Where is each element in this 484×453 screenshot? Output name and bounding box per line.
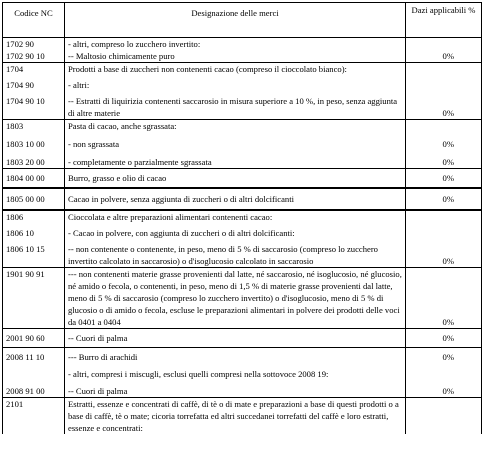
cn-code: 1803 — [3, 120, 65, 133]
table-row — [3, 120, 482, 133]
goods-description: -- Maltosio chimicamente puro — [65, 50, 406, 63]
header-row — [3, 3, 482, 38]
cn-code: 1804 00 00 — [3, 169, 65, 189]
goods-description: Prodotti a base di zuccheri non contenenti cacao (compreso il cioccolato bianco): — [65, 63, 406, 76]
goods-description: Pasta di cacao, anche sgrassata: — [65, 120, 406, 133]
duty-rate: 0% — [406, 91, 482, 120]
table-row — [3, 348, 482, 364]
duty-rate: 0% — [406, 329, 482, 348]
table-row — [3, 210, 482, 223]
cn-code: 2008 91 00 — [3, 380, 65, 398]
duty-rate — [406, 223, 482, 239]
cn-code: 1806 10 — [3, 223, 65, 239]
table-row — [3, 63, 482, 76]
goods-description: --- non contenenti materie grasse provenienti dal latte, né saccarosio, né isoglucosio, né glucosio, né amido o fecola, o contenenti, in peso, meno di 1,5 % di materie grasse provenienti dal latte, meno di 5 % di saccarosio (compreso lo zucchero invertito) o d'isoglucosio, meno di 5 % di glucosio o di amido o fecola, escluse le preparazioni alimentari in polvere dei prodotti delle voci da 0401 a 0404 — [65, 268, 406, 329]
goods-description: - altri, compreso lo zucchero invertito: — [65, 38, 406, 51]
header-code: Codice NC — [3, 3, 65, 38]
duty-rate: 0% — [406, 268, 482, 329]
cn-code: 2001 90 60 — [3, 329, 65, 348]
table-row — [3, 150, 482, 169]
cn-code: 2101 — [3, 398, 65, 435]
duty-rate — [406, 210, 482, 223]
goods-description: Burro, grasso e olio di cacao — [65, 169, 406, 189]
cn-code: 1806 10 15 — [3, 239, 65, 268]
duty-rate — [406, 38, 482, 51]
table-row — [3, 169, 482, 189]
cn-code: 1901 90 91 — [3, 268, 65, 329]
duty-rate — [406, 75, 482, 91]
cn-code: 1805 00 00 — [3, 188, 65, 210]
goods-description: -- Estratti di liquirizia contenenti saccarosio in misura superiore a 10 %, in peso, senza aggiunta di altre materie — [65, 91, 406, 120]
table-row — [3, 223, 482, 239]
goods-description: -- Cuori di palma — [65, 329, 406, 348]
goods-description: - altri: — [65, 75, 406, 91]
duty-rate: 0% — [406, 132, 482, 150]
goods-description: - completamente o parzialmente sgrassata — [65, 150, 406, 169]
duty-rate — [406, 363, 482, 380]
goods-description: -- non contenente o contenente, in peso, meno di 5 % di saccarosio (compreso lo zucchero invertito calcolato in saccarosio) o d'isoglucosio calcolato in saccarosio — [65, 239, 406, 268]
cn-code: 1704 90 10 — [3, 91, 65, 120]
duty-rate — [406, 63, 482, 76]
goods-description: Cioccolata e altre preparazioni alimentari contenenti cacao: — [65, 210, 406, 223]
cn-code: 1702 90 10 — [3, 50, 65, 63]
goods-description: - Cacao in polvere, con aggiunta di zuccheri o di altri dolcificanti: — [65, 223, 406, 239]
duty-rate: 0% — [406, 380, 482, 398]
goods-description: - non sgrassata — [65, 132, 406, 150]
table-row — [3, 398, 482, 435]
table-row — [3, 268, 482, 329]
cn-code: 1806 — [3, 210, 65, 223]
table-row — [3, 38, 482, 51]
table-row — [3, 50, 482, 63]
table-row — [3, 239, 482, 268]
table-row — [3, 329, 482, 348]
cn-code: 1704 90 — [3, 75, 65, 91]
table-row — [3, 132, 482, 150]
duty-rate — [406, 398, 482, 435]
table-row — [3, 91, 482, 120]
cn-code — [3, 363, 65, 380]
duty-rate: 0% — [406, 239, 482, 268]
table-row — [3, 188, 482, 210]
duty-rate: 0% — [406, 169, 482, 189]
header-duty: Dazi applicabili % — [406, 3, 482, 38]
duty-rate: 0% — [406, 50, 482, 63]
goods-description: Cacao in polvere, senza aggiunta di zuccheri o di altri dolcificanti — [65, 188, 406, 210]
table-row — [3, 363, 482, 380]
duty-rate: 0% — [406, 150, 482, 169]
cn-code: 1702 90 — [3, 38, 65, 51]
duty-rate: 0% — [406, 188, 482, 210]
cn-code: 1803 20 00 — [3, 150, 65, 169]
header-description: Designazione delle merci — [65, 3, 406, 38]
cn-code: 2008 11 10 — [3, 348, 65, 364]
cn-code: 1803 10 00 — [3, 132, 65, 150]
table-row — [3, 75, 482, 91]
duty-rate — [406, 120, 482, 133]
goods-description: - altri, compresi i miscugli, esclusi quelli compresi nella sottovoce 2008 19: — [65, 363, 406, 380]
goods-description: --- Burro di arachidi — [65, 348, 406, 364]
goods-description: Estratti, essenze e concentrati di caffè, di tè o di mate e preparazioni a base di questi prodotti o a base di caffè, tè o mate; cicoria torrefatta ed altri succedanei torrefatti del caffè e loro estratti, essenze e concentrati: — [65, 398, 406, 435]
table-row — [3, 380, 482, 398]
cn-code: 1704 — [3, 63, 65, 76]
goods-description: -- Cuori di palma — [65, 380, 406, 398]
duty-rate: 0% — [406, 348, 482, 364]
tariff-table — [2, 2, 482, 434]
